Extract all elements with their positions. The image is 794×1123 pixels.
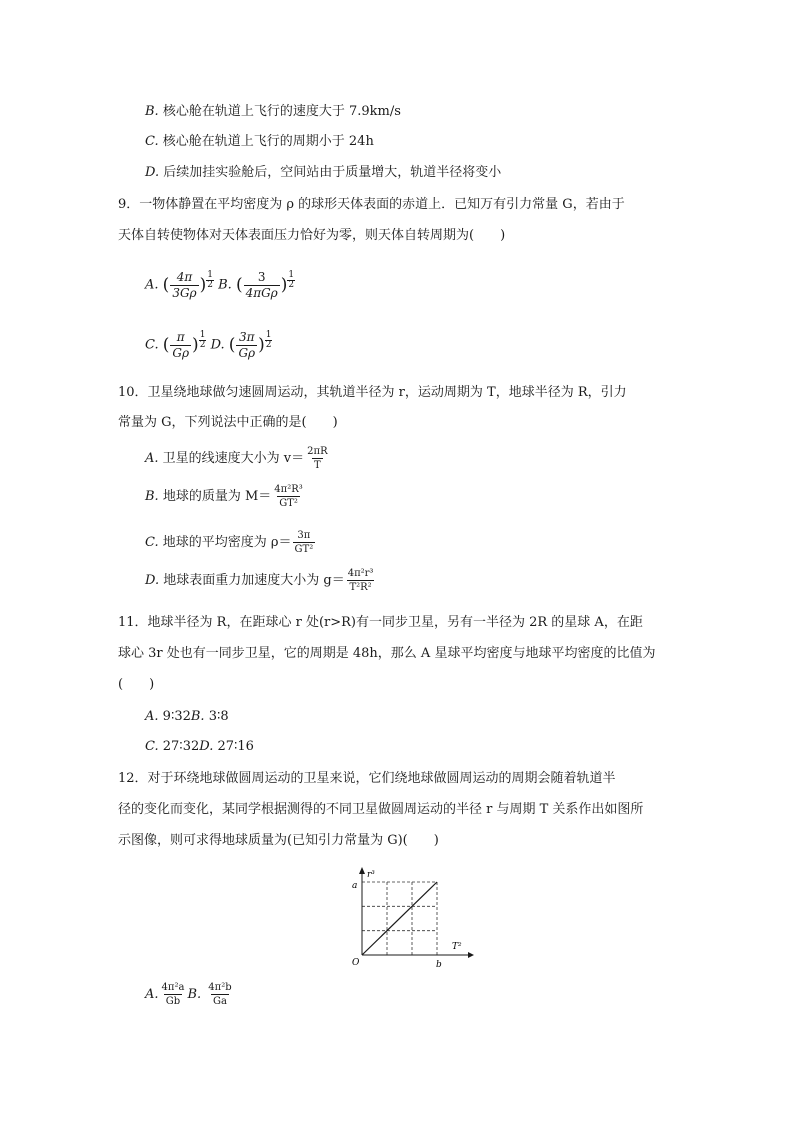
option-label: B. [145,104,159,119]
option-label: D. [199,739,214,754]
q11-options-cd [145,738,254,756]
option-text: 27∶32 [162,739,200,754]
q9-option-d-fraction: $\frac{3\pi}{G\rho}$ [238,329,256,360]
option-text: 9∶32 [162,709,191,724]
option-text: 地球表面重力加速度大小为 g＝ [163,573,345,588]
x-axis-label: T² [452,942,462,952]
option-text: 27∶16 [217,739,254,754]
q9-stem-line2: 天体自转使物体对天体表面压力恰好为零，则天体自转周期为( ) [118,228,506,243]
option-label: B. [218,277,232,293]
option-label: C. [145,134,159,149]
r3-vs-t2-graph [340,866,475,971]
option-text: 地球的平均密度为 ρ＝ [162,535,292,550]
q12-stem-line3: 示图像，则可求得地球质量为(已知引力常量为 G)( ) [118,833,439,848]
q11-stem-line2: 球心 3r 处也有一同步卫星，它的周期是 48h，那么 A 星球平均密度与地球平均密度的比值为 [118,646,656,661]
q9-option-b-fraction: $\frac{3}{\text{4πGρ}}$ [245,269,278,300]
q8-option-b [145,103,401,121]
y-tick-label: a [352,881,358,891]
option-label: C. [145,739,159,754]
option-label: A. [145,451,159,466]
q12-option-a-fraction: $\frac{\text{4π²a}}{Gb}$ [161,982,185,1007]
q8-option-d [145,164,501,182]
option-label: A. [145,709,159,724]
q10-stem-line2: 常量为 G，下列说法中正确的是( ) [118,415,338,430]
q10-option-c [145,530,316,556]
q9-options-ab: A. ( $\frac{4\pi}{3G\rho}$ ) $\frac{1}{2}$ B. ( $\frac{3}{\text{4πGρ}}$ ) $\frac{1}{2}$ [145,269,295,300]
option-label: B. [145,489,159,504]
q10-option-b [145,484,306,510]
q9-stem-line1: 9．一物体静置在平均密度为 ρ 的球形天体表面的赤道上．已知万有引力常量 G，若由于 [118,197,625,212]
q9-option-c-fraction: $\frac{\pi}{G\rho}$ [172,329,190,360]
y-axis-label: r³ [367,870,375,880]
exponent: $\frac{1}{2}$ [207,269,213,290]
option-label: A. [145,277,159,293]
q10-stem-line1: 10．卫星绕地球做匀速圆周运动，其轨道半径为 r，运动周期为 T，地球半径为 R，引力 [118,385,627,400]
option-text: 3∶8 [208,709,229,724]
y-axis-arrow [359,867,365,874]
q10-option-d [145,568,376,594]
x-tick-label: b [436,960,442,970]
q10-option-c-fraction: $\frac{3\pi}{\text{GT²}}$ [294,530,314,555]
q11-stem-line3: ( ) [118,677,155,692]
option-text: 核心舱在轨道上飞行的周期小于 24h [162,134,374,149]
q10-option-a-fraction: $\frac{2\pi R}{T}$ [307,446,328,471]
option-label: C. [145,535,159,550]
q12-stem-line1: 12．对于环绕地球做圆周运动的卫星来说，它们绕地球做圆周运动的周期会随着轨道半 [118,771,616,786]
q12-stem-line2: 径的变化而变化，某同学根据测得的不同卫星做圆周运动的半径 r 与周期 T 关系作出如图所 [118,802,644,817]
x-axis-arrow [468,952,474,958]
option-label: D. [210,337,225,353]
q10-option-b-fraction: $\frac{\text{4π²R³}}{\text{GT²}}$ [274,484,303,509]
option-text: 核心舱在轨道上飞行的速度大于 7.9km/s [162,104,401,119]
q9-option-a-fraction: $\frac{4\pi}{3G\rho}$ [172,269,197,300]
option-label: D. [145,573,160,588]
q11-stem-line1: 11．地球半径为 R，在距球心 r 处(r>R)有一同步卫星，另有一半径为 2R 的星球 A，在距 [118,615,643,630]
q12-option-b-fraction: $\frac{\text{4π²b}}{Ga}$ [208,982,232,1007]
option-text: 卫星的线速度大小为 v＝ [162,451,305,466]
origin-label: O [352,958,360,968]
option-label: B. [190,709,205,724]
exponent: $\frac{1}{2}$ [265,329,272,350]
series-line [362,882,437,955]
option-label: D. [145,165,160,180]
exponent: $\frac{1}{2}$ [288,269,295,290]
exponent: $\frac{1}{2}$ [199,329,206,350]
option-label: B. [187,987,202,1002]
q11-options-ab [145,708,229,726]
q9-options-cd: C. ( $\frac{\pi}{G\rho}$ ) $\frac{1}{2}$ D. ( $\frac{3\pi}{G\rho}$ ) $\frac{1}{2}$ [145,329,272,360]
q10-option-a [145,446,331,472]
q8-option-c [145,133,374,151]
option-label: A. [145,987,159,1002]
option-text: 后续加挂实验舱后，空间站由于质量增大，轨道半径将变小 [163,165,502,180]
q12-options-ab [145,980,235,1010]
q10-option-d-fraction: $\frac{\text{4π²r³}}{\text{T²R²}}$ [347,568,374,593]
option-label: C. [145,337,159,353]
option-text: 地球的质量为 M＝ [162,489,272,504]
